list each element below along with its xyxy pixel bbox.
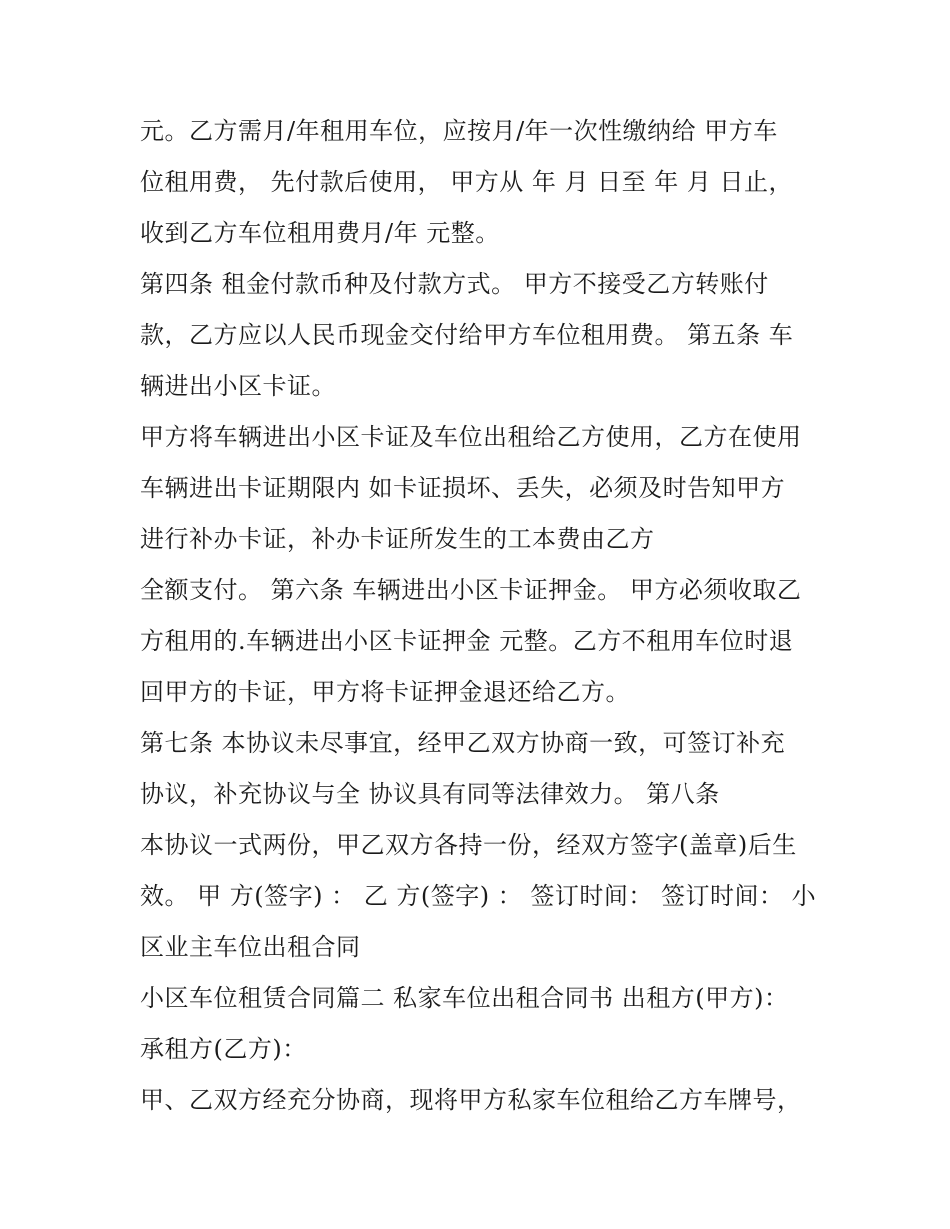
text-line: 车辆进出卡证期限内 如卡证损坏、丢失，必须及时告知甲方 [140,474,786,502]
text-line: 第七条 本协议未尽事宜，经甲乙双方协商一致，可签订补充 [140,729,786,757]
text-line: 辆进出小区卡证。 [140,372,336,400]
text-line: 回甲方的卡证，甲方将卡证押金退还给乙方。 [140,678,630,706]
text-line: 小区车位租赁合同篇二 私家车位出租合同书 出租方(甲方)： [140,984,789,1012]
text-line: 协议，补充协议与全 协议具有同等法律效力。 第八条 [140,780,720,808]
text-line: 进行补办卡证，补办卡证所发生的工本费由乙方 [140,525,655,553]
text-line: 区业主车位出租合同 [140,933,361,961]
text-line: 全额支付。 第六条 车辆进出小区卡证押金。 甲方必须收取乙 [140,576,802,604]
text-line: 元。乙方需月/年租用车位，应按月/年一次性缴纳给 甲方车 [140,117,778,145]
text-line: 效。 甲 方(签字) ： 乙 方(签字) ： 签订时间： 签订时间： 小 [140,882,817,910]
text-line: 款，乙方应以人民币现金交付给甲方车位租用费。 第五条 车 [140,321,794,349]
text-line: 本协议一式两份，甲乙双方各持一份，经双方签字(盖章)后生 [140,831,797,859]
text-line: 第四条 租金付款币种及付款方式。 甲方不接受乙方转账付 [140,270,769,298]
text-line: 位租用费， 先付款后使用， 甲方从 年 月 日至 年 月 日止， [140,168,794,196]
text-line: 方租用的.车辆进出小区卡证押金 元整。乙方不租用车位时退 [140,627,794,655]
text-line: 甲方将车辆进出小区卡证及车位出租给乙方使用，乙方在使用 [140,423,802,451]
text-line: 收到乙方车位租用费月/年 元整。 [140,219,500,247]
text-line: 甲、乙双方经充分协商，现将甲方私家车位租给乙方车牌号， [140,1086,802,1114]
document-body [140,106,820,1126]
text-line: 承租方(乙方)： [140,1035,307,1063]
